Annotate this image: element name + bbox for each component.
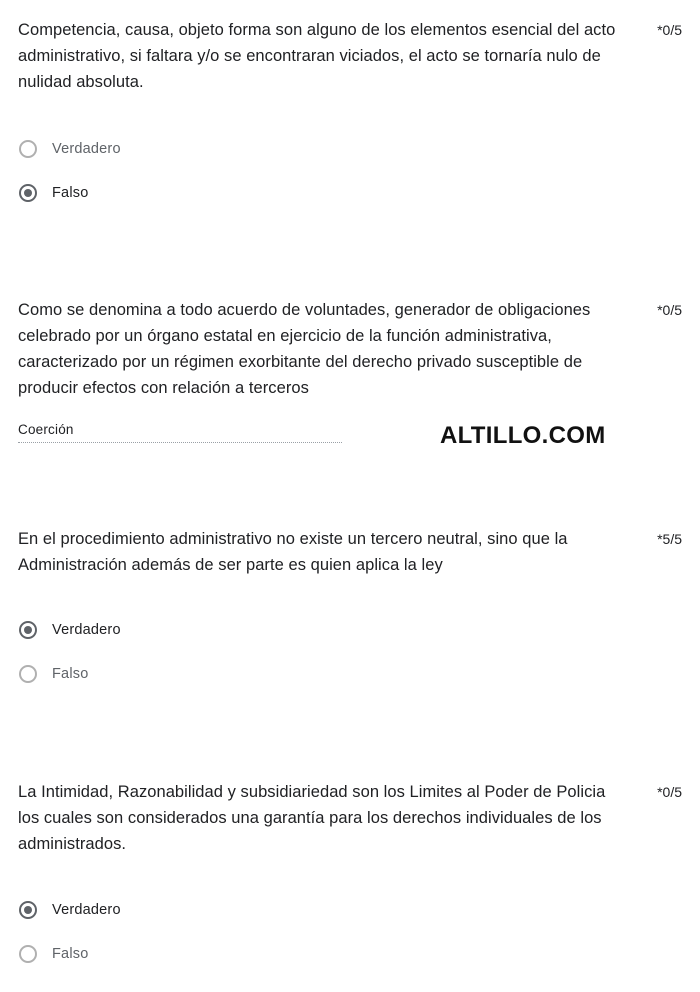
option-label: Verdadero — [52, 622, 121, 638]
option-verdadero[interactable] — [18, 898, 121, 922]
watermark: ALTILLO.COM — [440, 422, 606, 449]
question-text: En el procedimiento administrativo no existe un tercero neutral, sino que la Administración además de ser parte es quien aplica la ley — [18, 530, 568, 574]
option-label: Falso — [52, 666, 89, 682]
question-points: *0/5 — [657, 302, 682, 318]
question-3 — [18, 526, 682, 682]
short-answer-underline — [18, 442, 342, 443]
option-falso[interactable] — [18, 181, 88, 205]
option-verdadero[interactable] — [18, 137, 121, 161]
question-text: Como se denomina a todo acuerdo de voluntades, generador de obligaciones celebrado por un órgano estatal en ejercicio de la función administrativa, caracterizado por un régimen exorbitante del derecho privado susceptible de producir efectos con relación a terceros — [18, 301, 591, 397]
question-header — [18, 17, 682, 95]
question-1 — [18, 17, 682, 201]
question-points: *0/5 — [657, 784, 682, 800]
question-text: La Intimidad, Razonabilidad y subsidiariedad son los Limites al Poder de Policia los cuales son considerados una garantía para los derechos individuales de los administrados. — [18, 783, 606, 853]
option-falso[interactable] — [18, 942, 88, 966]
radio-unchecked-icon[interactable] — [19, 140, 37, 158]
option-label: Verdadero — [52, 141, 121, 157]
question-header — [18, 526, 682, 578]
question-header — [18, 779, 682, 857]
radio-unchecked-icon[interactable] — [19, 665, 37, 683]
option-label: Falso — [52, 946, 89, 962]
option-label: Falso — [52, 185, 89, 201]
radio-checked-icon[interactable] — [19, 621, 37, 639]
short-answer-value[interactable]: Coerción — [18, 422, 74, 437]
question-4 — [18, 779, 682, 962]
radio-checked-icon[interactable] — [19, 901, 37, 919]
option-verdadero[interactable] — [18, 618, 121, 642]
radio-unchecked-icon[interactable] — [19, 945, 37, 963]
question-points: *0/5 — [657, 22, 682, 38]
option-label: Verdadero — [52, 902, 121, 918]
radio-checked-icon[interactable] — [19, 184, 37, 202]
option-falso[interactable] — [18, 662, 88, 686]
question-header — [18, 297, 682, 401]
question-text: Competencia, causa, objeto forma son alguno de los elementos esencial del acto administrativo, si faltara y/o se encontraran viciados, el acto se tornaría nulo de nulidad absoluta. — [18, 21, 616, 91]
question-points: *5/5 — [657, 531, 682, 547]
